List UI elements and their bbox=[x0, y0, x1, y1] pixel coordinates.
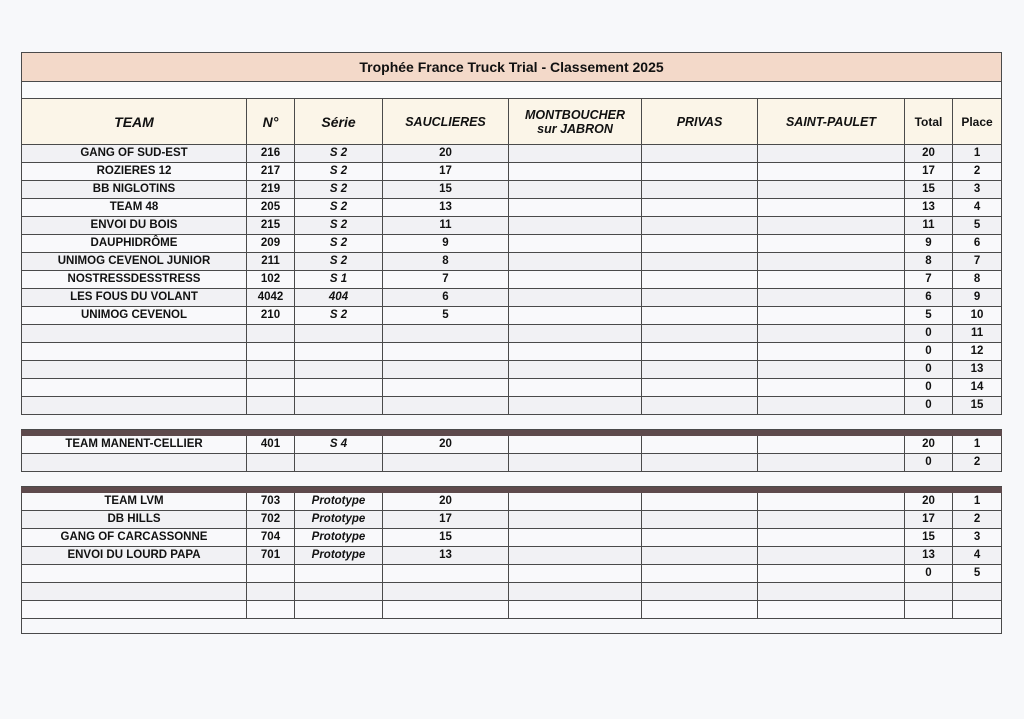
sheet-title: Trophée France Truck Trial - Classement 2025 bbox=[22, 53, 1002, 82]
saint-paulet-cell bbox=[758, 493, 905, 511]
table-row bbox=[22, 379, 1002, 397]
number-cell: 702 bbox=[247, 511, 295, 529]
team-cell: ENVOI DU BOIS bbox=[22, 217, 247, 235]
privas-cell bbox=[642, 583, 758, 601]
table-row bbox=[22, 529, 1002, 547]
sauclieres-cell: 8 bbox=[383, 253, 509, 271]
montboucher-cell bbox=[509, 454, 642, 472]
serie-cell: S 1 bbox=[295, 271, 383, 289]
total-cell: 11 bbox=[905, 217, 953, 235]
table-row bbox=[22, 307, 1002, 325]
montboucher-cell bbox=[509, 217, 642, 235]
table-row bbox=[22, 547, 1002, 565]
saint-paulet-cell bbox=[758, 436, 905, 454]
number-cell: 211 bbox=[247, 253, 295, 271]
saint-paulet-cell bbox=[758, 271, 905, 289]
saint-paulet-cell bbox=[758, 529, 905, 547]
table-row bbox=[22, 271, 1002, 289]
sauclieres-cell: 5 bbox=[383, 307, 509, 325]
saint-paulet-cell bbox=[758, 397, 905, 415]
serie-cell bbox=[295, 397, 383, 415]
saint-paulet-cell bbox=[758, 307, 905, 325]
montboucher-cell bbox=[509, 379, 642, 397]
sauclieres-cell: 6 bbox=[383, 289, 509, 307]
privas-cell bbox=[642, 547, 758, 565]
privas-cell bbox=[642, 565, 758, 583]
table-row bbox=[22, 493, 1002, 511]
privas-cell bbox=[642, 493, 758, 511]
privas-cell bbox=[642, 307, 758, 325]
privas-cell bbox=[642, 235, 758, 253]
total-cell: 20 bbox=[905, 145, 953, 163]
team-cell bbox=[22, 397, 247, 415]
saint-paulet-cell bbox=[758, 601, 905, 619]
serie-cell: S 2 bbox=[295, 253, 383, 271]
place-cell bbox=[953, 601, 1002, 619]
total-cell: 0 bbox=[905, 397, 953, 415]
serie-cell: S 2 bbox=[295, 235, 383, 253]
saint-paulet-cell bbox=[758, 145, 905, 163]
serie-cell bbox=[295, 325, 383, 343]
number-cell: 210 bbox=[247, 307, 295, 325]
montboucher-cell bbox=[509, 343, 642, 361]
place-cell: 6 bbox=[953, 235, 1002, 253]
table-row bbox=[22, 361, 1002, 379]
place-cell: 4 bbox=[953, 199, 1002, 217]
total-cell: 17 bbox=[905, 511, 953, 529]
saint-paulet-cell bbox=[758, 361, 905, 379]
montboucher-cell bbox=[509, 235, 642, 253]
montboucher-cell bbox=[509, 436, 642, 454]
table-row bbox=[22, 601, 1002, 619]
title-row bbox=[22, 53, 1002, 82]
saint-paulet-cell bbox=[758, 235, 905, 253]
saint-paulet-cell bbox=[758, 343, 905, 361]
total-cell: 20 bbox=[905, 493, 953, 511]
column-header-place: Place bbox=[953, 99, 1002, 145]
table-row bbox=[22, 289, 1002, 307]
table-row bbox=[22, 583, 1002, 601]
total-cell: 17 bbox=[905, 163, 953, 181]
serie-cell: S 2 bbox=[295, 181, 383, 199]
number-cell: 703 bbox=[247, 493, 295, 511]
table-row bbox=[22, 199, 1002, 217]
serie-cell: S 2 bbox=[295, 217, 383, 235]
saint-paulet-cell bbox=[758, 217, 905, 235]
saint-paulet-cell bbox=[758, 547, 905, 565]
total-cell bbox=[905, 583, 953, 601]
saint-paulet-cell bbox=[758, 583, 905, 601]
team-cell: LES FOUS DU VOLANT bbox=[22, 289, 247, 307]
privas-cell bbox=[642, 436, 758, 454]
total-cell: 0 bbox=[905, 343, 953, 361]
team-cell: DAUPHIDRÔME bbox=[22, 235, 247, 253]
team-cell: UNIMOG CEVENOL JUNIOR bbox=[22, 253, 247, 271]
number-cell: 217 bbox=[247, 163, 295, 181]
total-cell: 8 bbox=[905, 253, 953, 271]
privas-cell bbox=[642, 253, 758, 271]
team-cell: BB NIGLOTINS bbox=[22, 181, 247, 199]
sauclieres-cell: 7 bbox=[383, 271, 509, 289]
team-cell bbox=[22, 583, 247, 601]
place-cell: 5 bbox=[953, 565, 1002, 583]
privas-cell bbox=[642, 181, 758, 199]
team-cell: TEAM 48 bbox=[22, 199, 247, 217]
saint-paulet-cell bbox=[758, 199, 905, 217]
column-header-total: Total bbox=[905, 99, 953, 145]
sauclieres-cell bbox=[383, 325, 509, 343]
sauclieres-cell bbox=[383, 601, 509, 619]
total-cell: 0 bbox=[905, 565, 953, 583]
table-row bbox=[22, 565, 1002, 583]
sauclieres-cell: 17 bbox=[383, 511, 509, 529]
place-cell: 11 bbox=[953, 325, 1002, 343]
serie-cell: Prototype bbox=[295, 529, 383, 547]
privas-cell bbox=[642, 361, 758, 379]
number-cell bbox=[247, 565, 295, 583]
sauclieres-cell: 13 bbox=[383, 547, 509, 565]
column-header-sauclieres: SAUCLIERES bbox=[383, 99, 509, 145]
team-cell bbox=[22, 379, 247, 397]
montboucher-cell bbox=[509, 325, 642, 343]
place-cell: 14 bbox=[953, 379, 1002, 397]
total-cell: 7 bbox=[905, 271, 953, 289]
montboucher-cell bbox=[509, 307, 642, 325]
serie-cell: 404 bbox=[295, 289, 383, 307]
total-cell: 15 bbox=[905, 181, 953, 199]
place-cell: 7 bbox=[953, 253, 1002, 271]
column-header-privas: PRIVAS bbox=[642, 99, 758, 145]
saint-paulet-cell bbox=[758, 289, 905, 307]
table-row bbox=[22, 253, 1002, 271]
column-header-number: N° bbox=[247, 99, 295, 145]
number-cell bbox=[247, 397, 295, 415]
sauclieres-cell: 17 bbox=[383, 163, 509, 181]
place-cell: 15 bbox=[953, 397, 1002, 415]
sauclieres-cell: 9 bbox=[383, 235, 509, 253]
number-cell bbox=[247, 379, 295, 397]
place-cell: 9 bbox=[953, 289, 1002, 307]
total-cell: 20 bbox=[905, 436, 953, 454]
sauclieres-cell bbox=[383, 361, 509, 379]
team-cell: ROZIERES 12 bbox=[22, 163, 247, 181]
serie-cell: S 2 bbox=[295, 163, 383, 181]
montboucher-cell bbox=[509, 493, 642, 511]
privas-cell bbox=[642, 325, 758, 343]
total-cell: 15 bbox=[905, 529, 953, 547]
section-spacer bbox=[22, 472, 1002, 487]
column-header-row bbox=[22, 99, 1002, 145]
number-cell: 4042 bbox=[247, 289, 295, 307]
privas-cell bbox=[642, 163, 758, 181]
total-cell: 13 bbox=[905, 547, 953, 565]
team-cell bbox=[22, 601, 247, 619]
table-row bbox=[22, 343, 1002, 361]
number-cell: 102 bbox=[247, 271, 295, 289]
team-cell bbox=[22, 343, 247, 361]
number-cell: 701 bbox=[247, 547, 295, 565]
privas-cell bbox=[642, 289, 758, 307]
serie-cell bbox=[295, 565, 383, 583]
column-header-montboucher-line1: MONTBOUCHER bbox=[525, 107, 625, 122]
team-cell: TEAM LVM bbox=[22, 493, 247, 511]
number-cell bbox=[247, 583, 295, 601]
column-header-montboucher bbox=[509, 99, 642, 145]
privas-cell bbox=[642, 397, 758, 415]
table-row bbox=[22, 454, 1002, 472]
number-cell bbox=[247, 361, 295, 379]
sauclieres-cell bbox=[383, 379, 509, 397]
table-row bbox=[22, 145, 1002, 163]
sauclieres-cell bbox=[383, 343, 509, 361]
montboucher-cell bbox=[509, 271, 642, 289]
team-cell: UNIMOG CEVENOL bbox=[22, 307, 247, 325]
ranking-sheet bbox=[21, 52, 1002, 634]
table-row bbox=[22, 235, 1002, 253]
total-cell: 5 bbox=[905, 307, 953, 325]
privas-cell bbox=[642, 511, 758, 529]
number-cell: 401 bbox=[247, 436, 295, 454]
place-cell: 4 bbox=[953, 547, 1002, 565]
column-header-serie: Série bbox=[295, 99, 383, 145]
montboucher-cell bbox=[509, 601, 642, 619]
serie-cell: Prototype bbox=[295, 493, 383, 511]
total-cell: 0 bbox=[905, 454, 953, 472]
saint-paulet-cell bbox=[758, 181, 905, 199]
serie-cell: Prototype bbox=[295, 547, 383, 565]
privas-cell bbox=[642, 271, 758, 289]
team-cell bbox=[22, 454, 247, 472]
section-spacer bbox=[22, 415, 1002, 430]
total-cell: 13 bbox=[905, 199, 953, 217]
serie-cell bbox=[295, 361, 383, 379]
place-cell: 8 bbox=[953, 271, 1002, 289]
total-cell: 0 bbox=[905, 361, 953, 379]
number-cell bbox=[247, 601, 295, 619]
saint-paulet-cell bbox=[758, 511, 905, 529]
column-header-team: TEAM bbox=[22, 99, 247, 145]
place-cell: 2 bbox=[953, 163, 1002, 181]
privas-cell bbox=[642, 343, 758, 361]
serie-cell: S 2 bbox=[295, 199, 383, 217]
number-cell bbox=[247, 454, 295, 472]
montboucher-cell bbox=[509, 529, 642, 547]
saint-paulet-cell bbox=[758, 454, 905, 472]
column-header-montboucher-line2: sur JABRON bbox=[537, 121, 613, 136]
sauclieres-cell bbox=[383, 397, 509, 415]
sauclieres-cell: 20 bbox=[383, 436, 509, 454]
sauclieres-cell: 15 bbox=[383, 181, 509, 199]
team-cell: GANG OF SUD-EST bbox=[22, 145, 247, 163]
montboucher-cell bbox=[509, 199, 642, 217]
blank-row bbox=[22, 82, 1002, 99]
privas-cell bbox=[642, 217, 758, 235]
table-row bbox=[22, 163, 1002, 181]
place-cell: 2 bbox=[953, 454, 1002, 472]
place-cell: 12 bbox=[953, 343, 1002, 361]
number-cell: 216 bbox=[247, 145, 295, 163]
table-row bbox=[22, 217, 1002, 235]
privas-cell bbox=[642, 145, 758, 163]
total-cell: 9 bbox=[905, 235, 953, 253]
serie-cell: S 2 bbox=[295, 307, 383, 325]
place-cell: 2 bbox=[953, 511, 1002, 529]
team-cell: DB HILLS bbox=[22, 511, 247, 529]
place-cell: 13 bbox=[953, 361, 1002, 379]
serie-cell bbox=[295, 583, 383, 601]
montboucher-cell bbox=[509, 565, 642, 583]
total-cell: 6 bbox=[905, 289, 953, 307]
total-cell: 0 bbox=[905, 325, 953, 343]
place-cell: 3 bbox=[953, 181, 1002, 199]
montboucher-cell bbox=[509, 253, 642, 271]
team-cell: GANG OF CARCASSONNE bbox=[22, 529, 247, 547]
sauclieres-cell: 11 bbox=[383, 217, 509, 235]
serie-cell bbox=[295, 454, 383, 472]
montboucher-cell bbox=[509, 181, 642, 199]
number-cell: 215 bbox=[247, 217, 295, 235]
team-cell bbox=[22, 325, 247, 343]
place-cell: 1 bbox=[953, 145, 1002, 163]
serie-cell: Prototype bbox=[295, 511, 383, 529]
table-row bbox=[22, 325, 1002, 343]
serie-cell bbox=[295, 343, 383, 361]
serie-cell: S 2 bbox=[295, 145, 383, 163]
table-row bbox=[22, 181, 1002, 199]
sauclieres-cell bbox=[383, 565, 509, 583]
serie-cell bbox=[295, 601, 383, 619]
montboucher-cell bbox=[509, 361, 642, 379]
number-cell: 209 bbox=[247, 235, 295, 253]
sauclieres-cell: 20 bbox=[383, 493, 509, 511]
table-row bbox=[22, 511, 1002, 529]
team-cell: TEAM MANENT-CELLIER bbox=[22, 436, 247, 454]
closing-row bbox=[22, 619, 1002, 634]
place-cell: 5 bbox=[953, 217, 1002, 235]
number-cell: 205 bbox=[247, 199, 295, 217]
privas-cell bbox=[642, 601, 758, 619]
privas-cell bbox=[642, 379, 758, 397]
privas-cell bbox=[642, 529, 758, 547]
place-cell: 3 bbox=[953, 529, 1002, 547]
montboucher-cell bbox=[509, 547, 642, 565]
team-cell bbox=[22, 565, 247, 583]
number-cell: 704 bbox=[247, 529, 295, 547]
column-header-saint-paulet: SAINT-PAULET bbox=[758, 99, 905, 145]
sauclieres-cell: 15 bbox=[383, 529, 509, 547]
sauclieres-cell bbox=[383, 583, 509, 601]
saint-paulet-cell bbox=[758, 565, 905, 583]
place-cell: 1 bbox=[953, 436, 1002, 454]
montboucher-cell bbox=[509, 289, 642, 307]
sauclieres-cell: 20 bbox=[383, 145, 509, 163]
table-row bbox=[22, 397, 1002, 415]
saint-paulet-cell bbox=[758, 379, 905, 397]
total-cell: 0 bbox=[905, 379, 953, 397]
saint-paulet-cell bbox=[758, 325, 905, 343]
team-cell bbox=[22, 361, 247, 379]
number-cell: 219 bbox=[247, 181, 295, 199]
number-cell bbox=[247, 325, 295, 343]
montboucher-cell bbox=[509, 511, 642, 529]
saint-paulet-cell bbox=[758, 163, 905, 181]
montboucher-cell bbox=[509, 145, 642, 163]
total-cell bbox=[905, 601, 953, 619]
place-cell bbox=[953, 583, 1002, 601]
privas-cell bbox=[642, 454, 758, 472]
montboucher-cell bbox=[509, 583, 642, 601]
number-cell bbox=[247, 343, 295, 361]
serie-cell: S 4 bbox=[295, 436, 383, 454]
saint-paulet-cell bbox=[758, 253, 905, 271]
team-cell: NOSTRESSDESSTRESS bbox=[22, 271, 247, 289]
team-cell: ENVOI DU LOURD PAPA bbox=[22, 547, 247, 565]
place-cell: 1 bbox=[953, 493, 1002, 511]
sauclieres-cell: 13 bbox=[383, 199, 509, 217]
privas-cell bbox=[642, 199, 758, 217]
sauclieres-cell bbox=[383, 454, 509, 472]
montboucher-cell bbox=[509, 163, 642, 181]
table-row bbox=[22, 436, 1002, 454]
montboucher-cell bbox=[509, 397, 642, 415]
place-cell: 10 bbox=[953, 307, 1002, 325]
serie-cell bbox=[295, 379, 383, 397]
